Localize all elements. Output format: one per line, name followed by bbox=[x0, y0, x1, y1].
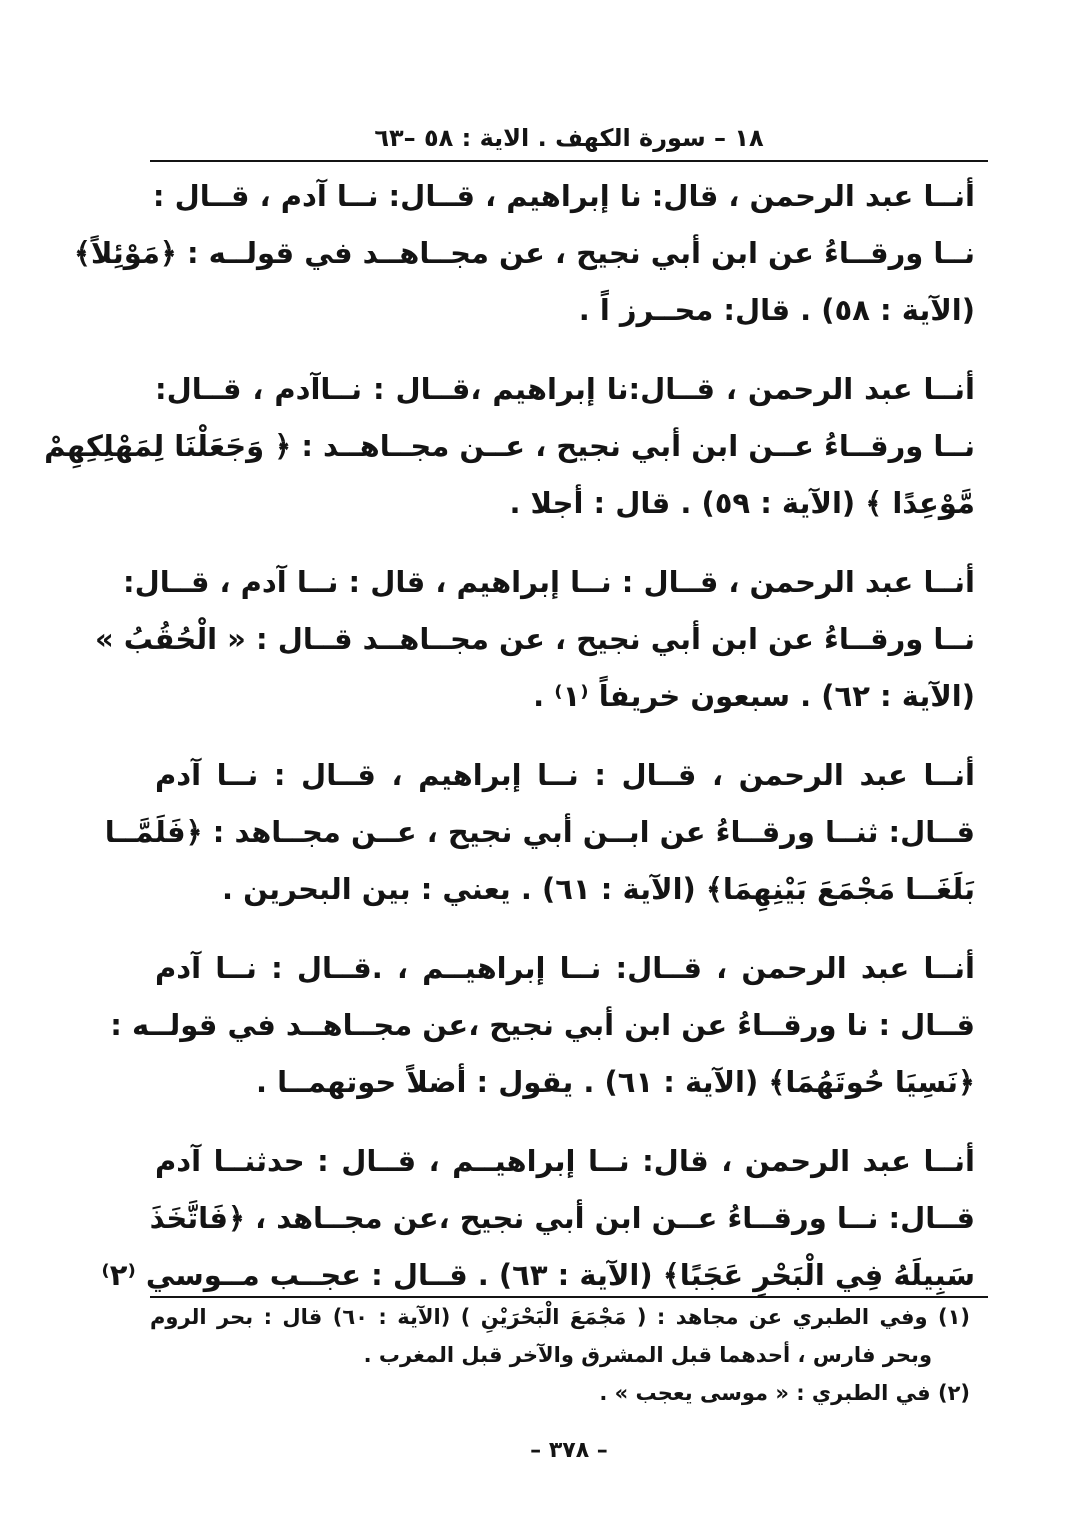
text-line: أنــا عبد الرحمن ، قال: نــا إبراهيــم ، قــال : حدثنــا آدم bbox=[155, 1144, 975, 1178]
footnotes bbox=[150, 1298, 970, 1412]
paragraph-1 bbox=[73, 168, 975, 339]
text-line: أنــا عبد الرحمن ، قــال : نــا إبراهيم ، قال : نــا آدم ، قــال: bbox=[123, 565, 975, 599]
text-line: نــا ورقــاءُ عــن ابن أبي نجيح ، عــن مجــاهــد : ﴿ وَجَعَلْنَا لِمَهْلِكِهِمْ bbox=[44, 429, 975, 463]
text-line: أنــا عبد الرحمن ، قــال : نــا إبراهيم ، قــال : نــا آدم bbox=[155, 758, 975, 792]
text-line: أنــا عبد الرحمن ، قال: نا إبراهيم ، قــال: نــا آدم ، قــال : bbox=[152, 179, 975, 213]
text-line: سَبِيلَهُ فِي الْبَحْرِ عَجَبًا﴾ (الآية : ٦٣) . قــال : عجــب مــوسي ⁽٢⁾ bbox=[101, 1258, 975, 1292]
text-line: نــا ورقــاءُ عن ابن أبي نجيح ، عن مجــاهــد في قولــه : ﴿مَوْئِلاً﴾ bbox=[73, 236, 975, 270]
running-title: ١٨ – سورة الكهف . الاية : ٥٨ –٦٣ bbox=[374, 124, 764, 152]
main-text bbox=[44, 168, 975, 1326]
text-line: بَلَغَــا مَجْمَعَ بَيْنِهِمَا﴾ (الآية : ٦١) . يعني : بين البحرين . bbox=[221, 872, 975, 906]
text-line: (الآية : ٥٨) . قال: محــرز اً . bbox=[578, 293, 975, 327]
paragraph-6 bbox=[101, 1133, 975, 1304]
text-line: أنــا عبد الرحمن ، قــال: نــا إبراهيــم ، .قــال : نــا آدم bbox=[155, 951, 975, 985]
footnote-2-line: (٢) في الطبري : « موسى يعجب » . bbox=[599, 1381, 970, 1405]
header-rule bbox=[150, 160, 988, 162]
text-line: نــا ورقــاءُ عن ابن أبي نجيح ، عن مجــاهــد قــال : « الْحُقُبُ » bbox=[94, 622, 975, 656]
text-line: قــال: نــا ورقــاءُ عــن ابن أبي نجيح ،عن مجــاهد ، ﴿فَاتَّخَذَ bbox=[149, 1201, 975, 1235]
text-line: قــال : نا ورقــاءُ عن ابن أبي نجيح ،عن مجــاهــد في قولــه : bbox=[110, 1008, 975, 1042]
text-line: أنــا عبد الرحمن ، قــال:نا إبراهيم ،قــال : نــاآدم ، قــال: bbox=[155, 372, 975, 406]
paragraph-3 bbox=[94, 554, 975, 725]
text-line: قــال: ثنــا ورقــاءُ عن ابــن أبي نجيح ، عــن مجــاهد : ﴿فَلَمَّــا bbox=[104, 815, 975, 849]
running-header bbox=[150, 118, 988, 158]
text-line: (الآية : ٦٢) . سبعون خريفاً ⁽١⁾ . bbox=[533, 679, 975, 713]
footnote-1-line: (١) وفي الطبري عن مجاهد : ( مَجْمَعَ الْبَحْرَيْنِ ) (الآية : ٦٠) قال : بحر الروم bbox=[150, 1305, 970, 1329]
text-line: ﴿نَسِيَا حُوتَهُمَا﴾ (الآية : ٦١) . يقول : أضلاً حوتهمــا . bbox=[255, 1065, 975, 1099]
paragraph-4 bbox=[104, 747, 975, 918]
footnote-1-line: وبحر فارس ، أحدهما قبل المشرق والآخر قبل المغرب . bbox=[363, 1343, 932, 1367]
paragraph-2 bbox=[44, 361, 975, 532]
page-number: – ٣٧٨ – bbox=[530, 1438, 608, 1463]
text-line: مَّوْعِدًا ﴾ (الآية : ٥٩) . قال : أجلا . bbox=[509, 486, 975, 520]
paragraph-5 bbox=[110, 940, 975, 1111]
